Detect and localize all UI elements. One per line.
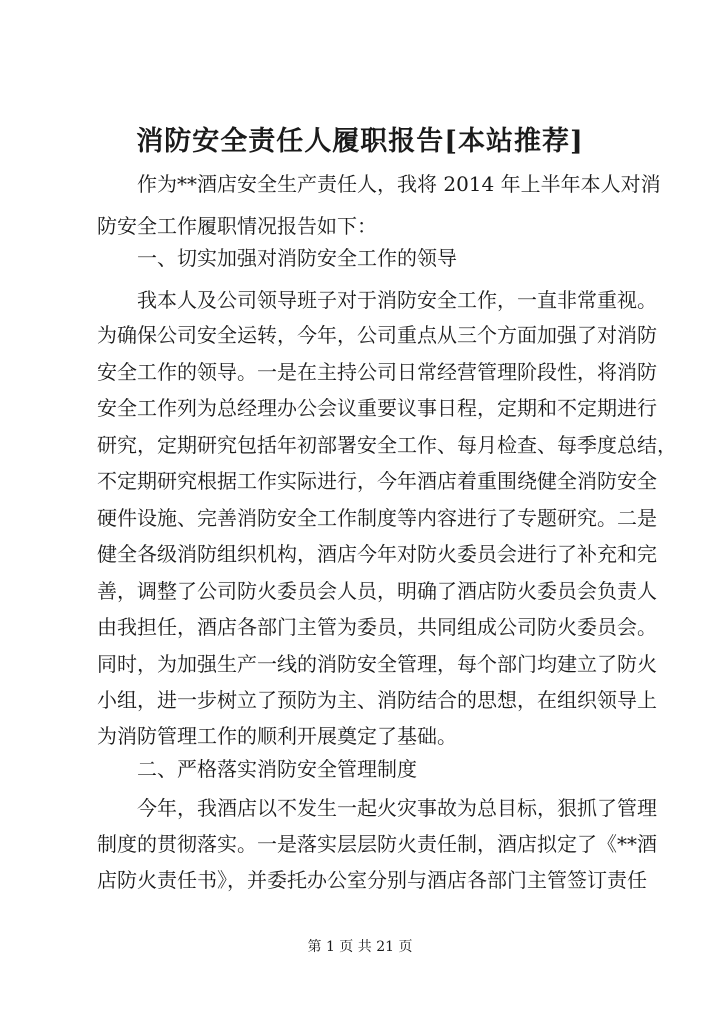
- paragraph-line: 善，调整了公司防火委员会人员，明确了酒店防火委员会负责人: [97, 579, 657, 603]
- paragraph-line: 健全各级消防组织机构，酒店今年对防火委员会进行了补充和完: [97, 542, 657, 566]
- paragraph-line: 研究，定期研究包括年初部署安全工作、每月检查、每季度总结，: [97, 433, 677, 457]
- paragraph-line: 作为**酒店安全生产责任人，我将 2014 年上半年本人对消: [137, 172, 661, 196]
- section-heading: 一、切实加强对消防安全工作的领导: [137, 246, 457, 270]
- paragraph-line: 同时，为加强生产一线的消防安全管理，每个部门均建立了防火: [97, 652, 657, 676]
- paragraph-line: 防安全工作履职情况报告如下：: [97, 214, 377, 238]
- paragraph-line: 由我担任，酒店各部门主管为委员，共同组成公司防火委员会。: [97, 615, 657, 639]
- paragraph-line: 硬件设施、完善消防安全工作制度等内容进行了专题研究。二是: [97, 506, 657, 530]
- paragraph-line: 为确保公司安全运转，今年，公司重点从三个方面加强了对消防: [97, 323, 657, 347]
- paragraph-line: 安全工作的领导。一是在主持公司日常经营管理阶段性，将消防: [97, 360, 657, 384]
- paragraph-line: 制度的贯彻落实。一是落实层层防火责任制，酒店拟定了《**酒: [97, 832, 657, 856]
- document-title: 消防安全责任人履职报告[本站推荐]: [136, 126, 584, 157]
- paragraph-line: 店防火责任书》，并委托办公室分别与酒店各部门主管签订责任: [97, 868, 647, 892]
- paragraph-line: 今年，我酒店以不发生一起火灾事故为总目标，狠抓了管理: [137, 796, 657, 820]
- paragraph-line: 不定期研究根据工作实际进行，今年酒店着重围绕健全消防安全: [97, 469, 657, 493]
- paragraph-line: 安全工作列为总经理办公会议重要议事日程，定期和不定期进行: [97, 396, 657, 420]
- paragraph-line: 小组，进一步树立了预防为主、消防结合的思想，在组织领导上: [97, 688, 657, 712]
- paragraph-line: 我本人及公司领导班子对于消防安全工作，一直非常重视。: [137, 288, 657, 312]
- page-number-footer: 第 1 页 共 21 页: [307, 939, 413, 955]
- paragraph-line: 为消防管理工作的顺利开展奠定了基础。: [97, 724, 457, 748]
- section-heading: 二、严格落实消防安全管理制度: [137, 757, 417, 781]
